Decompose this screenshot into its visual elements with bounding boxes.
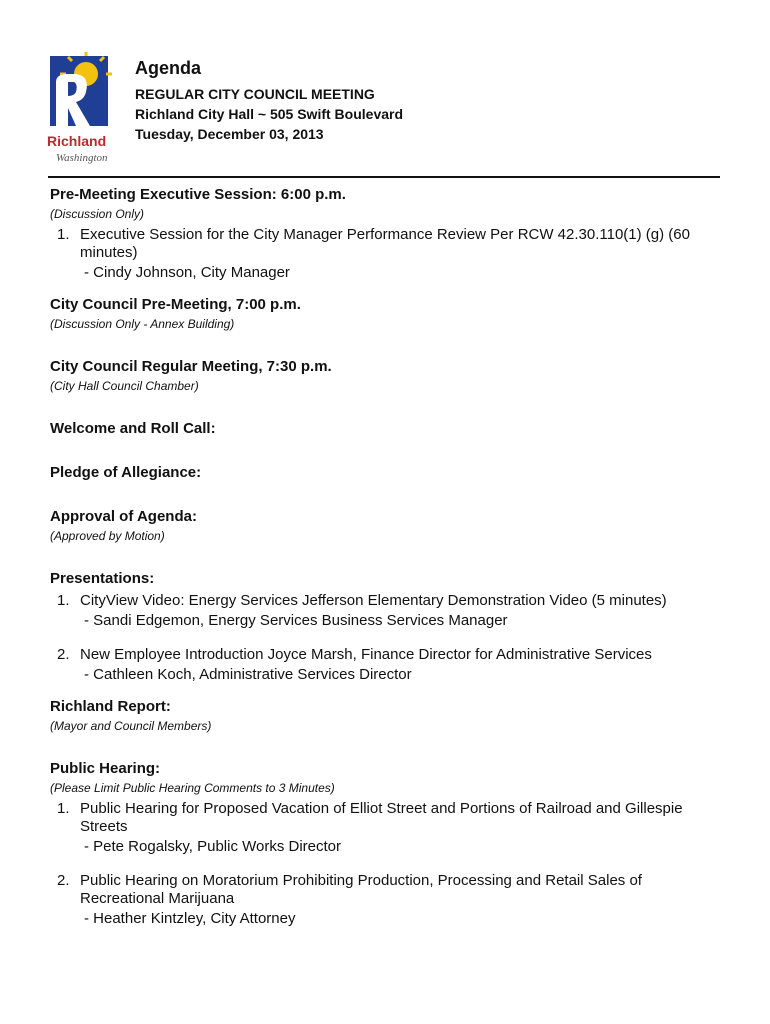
meeting-date: Tuesday, December 03, 2013 [135, 126, 324, 142]
section-note: (Discussion Only - Annex Building) [50, 317, 235, 331]
section-title: Pledge of Allegiance: [50, 464, 202, 481]
item-number: 2. [57, 646, 70, 663]
item-text: CityView Video: Energy Services Jefferson Elementary Demonstration Video (5 minutes) [80, 592, 667, 609]
section-richland-report [50, 698, 730, 734]
item-number: 1. [57, 226, 70, 243]
item-number: 1. [57, 800, 70, 817]
section-pre-meeting [50, 296, 730, 332]
section-title: City Council Pre-Meeting, 7:00 p.m. [50, 296, 301, 313]
section-title: Welcome and Roll Call: [50, 420, 216, 437]
item-presenter: - Cindy Johnson, City Manager [84, 264, 290, 281]
section-title: Pre-Meeting Executive Session: 6:00 p.m. [50, 186, 346, 203]
meeting-location: Richland City Hall ~ 505 Swift Boulevard [135, 106, 404, 122]
section-title: Approval of Agenda: [50, 508, 197, 525]
svg-text:Richland: Richland [47, 133, 107, 149]
agenda-item [50, 646, 730, 684]
section-pre-meeting-exec [50, 186, 730, 282]
section-note: (Approved by Motion) [50, 529, 165, 543]
item-number: 1. [57, 592, 70, 609]
item-text: Public Hearing for Proposed Vacation of Elliot Street and Portions of Railroad and Gillespie Streets [80, 800, 683, 835]
agenda-item [50, 872, 730, 928]
section-note: (City Hall Council Chamber) [50, 379, 199, 393]
item-text: Executive Session for the City Manager Performance Review Per RCW 42.30.110(1) (g) (60 minutes) [80, 226, 690, 261]
item-text: Public Hearing on Moratorium Prohibiting Production, Processing and Retail Sales of Recreational Marijuana [80, 872, 642, 907]
item-presenter: - Pete Rogalsky, Public Works Director [84, 838, 342, 855]
item-text: New Employee Introduction Joyce Marsh, Finance Director for Administrative Services [80, 646, 652, 663]
section-note: (Mayor and Council Members) [50, 719, 212, 733]
agenda-item [50, 800, 730, 856]
item-number: 2. [57, 872, 70, 889]
svg-text:Washington: Washington [56, 152, 108, 164]
agenda-header [135, 58, 403, 144]
richland-logo-graphic [46, 52, 122, 164]
section-approval [50, 508, 730, 544]
page-title: Agenda [135, 58, 202, 78]
section-pledge [50, 464, 730, 482]
section-title: City Council Regular Meeting, 7:30 p.m. [50, 358, 332, 375]
agenda-content [50, 186, 730, 928]
item-presenter: - Heather Kintzley, City Attorney [84, 910, 296, 927]
section-public-hearing [50, 760, 730, 928]
item-presenter: - Sandi Edgemon, Energy Services Business Services Manager [84, 612, 508, 629]
header-divider [48, 176, 720, 178]
richland-logo [46, 52, 122, 164]
section-welcome [50, 420, 730, 438]
agenda-item [50, 226, 730, 282]
section-title: Public Hearing: [50, 760, 161, 777]
section-regular-meeting [50, 358, 730, 394]
section-title: Presentations: [50, 570, 155, 587]
section-note: (Discussion Only) [50, 207, 145, 221]
meeting-type: REGULAR CITY COUNCIL MEETING [135, 86, 375, 102]
agenda-item [50, 592, 730, 630]
section-presentations [50, 570, 730, 684]
item-presenter: - Cathleen Koch, Administrative Services Director [84, 666, 412, 683]
section-note: (Please Limit Public Hearing Comments to 3 Minutes) [50, 781, 335, 795]
section-title: Richland Report: [50, 698, 171, 715]
